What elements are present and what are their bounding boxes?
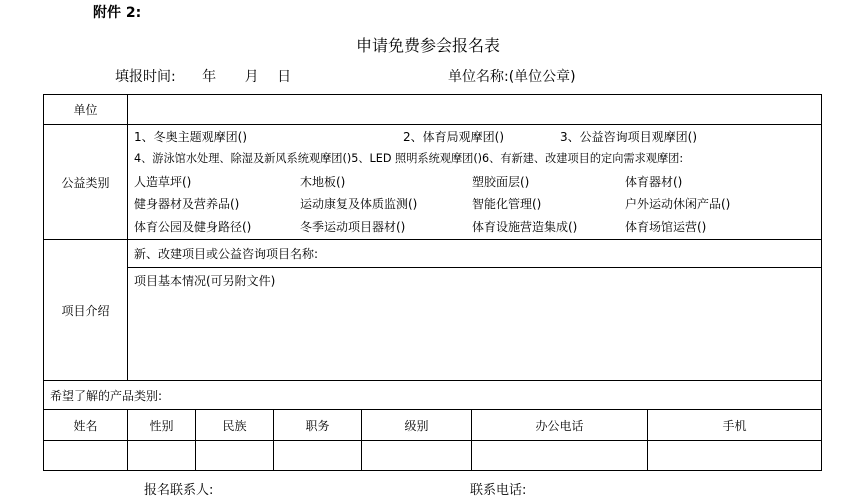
category-option[interactable]: 智能化管理() <box>472 197 542 212</box>
level-input-cell[interactable] <box>362 441 472 471</box>
category-option[interactable]: 运动康复及体质监测() <box>300 197 418 212</box>
col-ethnicity-header: 民族 <box>196 410 274 441</box>
month-label: 月 <box>244 69 259 85</box>
unit-label: 单位 <box>44 95 128 125</box>
ethnicity-input-cell[interactable] <box>196 441 274 471</box>
category-option[interactable]: 3、公益咨询项目观摩团() <box>560 129 697 144</box>
category-options <box>128 125 822 240</box>
category-option[interactable]: 木地板() <box>300 174 346 189</box>
product-interest-field[interactable]: 希望了解的产品类别: <box>44 381 822 410</box>
category-line-3 <box>128 171 821 194</box>
col-level-header: 级别 <box>362 410 472 441</box>
contact-phone-label: 联系电话: <box>470 483 527 498</box>
category-option[interactable]: 4、游泳馆水处理、除湿及新风系统观摩团()5、LED 照明系统观摩团()6、有新建、改建项目的定向需求观摩团: <box>134 152 684 166</box>
category-line-1 <box>128 126 821 149</box>
category-option[interactable]: 体育器材() <box>625 174 683 189</box>
form-title: 申请免费参会报名表 <box>355 36 500 55</box>
category-option[interactable]: 人造草坪() <box>134 174 192 189</box>
category-line-5 <box>128 216 821 239</box>
col-mobile-header: 手机 <box>648 410 822 441</box>
category-option[interactable]: 体育设施营造集成() <box>472 219 578 234</box>
fill-time-row <box>115 66 291 86</box>
project-info-field[interactable]: 项目基本情况(可另附文件) <box>128 268 822 381</box>
col-gender-header: 性别 <box>128 410 196 441</box>
category-option[interactable]: 户外运动休闲产品() <box>625 197 731 212</box>
category-option[interactable]: 塑胶面层() <box>472 174 530 189</box>
category-option[interactable]: 体育公园及健身路径() <box>134 219 252 234</box>
position-input-cell[interactable] <box>274 441 362 471</box>
fill-time-label: 填报时间: <box>115 69 176 85</box>
category-option[interactable]: 体育场馆运营() <box>625 219 707 234</box>
year-label: 年 <box>202 69 217 85</box>
category-option[interactable]: 1、冬奥主题观摩团() <box>134 129 247 144</box>
day-label: 日 <box>277 69 292 85</box>
registration-form-table <box>43 94 822 471</box>
project-name-field[interactable]: 新、改建项目或公益咨询项目名称: <box>128 240 822 268</box>
name-input-cell[interactable] <box>44 441 128 471</box>
table-row <box>44 441 822 471</box>
unit-input-cell[interactable] <box>128 95 822 125</box>
unit-name-label: 单位名称:(单位公章) <box>448 69 576 85</box>
col-name-header: 姓名 <box>44 410 128 441</box>
col-position-header: 职务 <box>274 410 362 441</box>
category-option[interactable]: 2、体育局观摩团() <box>403 129 504 144</box>
contact-person-label: 报名联系人: <box>144 483 214 498</box>
category-option[interactable]: 健身器材及营养品() <box>134 197 240 212</box>
category-option[interactable]: 冬季运动项目器材() <box>300 219 406 234</box>
office-phone-input-cell[interactable] <box>472 441 648 471</box>
mobile-input-cell[interactable] <box>648 441 822 471</box>
category-label: 公益类别 <box>44 125 128 240</box>
project-label: 项目介绍 <box>44 240 128 381</box>
gender-input-cell[interactable] <box>128 441 196 471</box>
attachment-label: 附件 2: <box>93 5 142 21</box>
category-line-4 <box>128 193 821 216</box>
category-line-2 <box>128 148 821 171</box>
col-office-phone-header: 办公电话 <box>472 410 648 441</box>
